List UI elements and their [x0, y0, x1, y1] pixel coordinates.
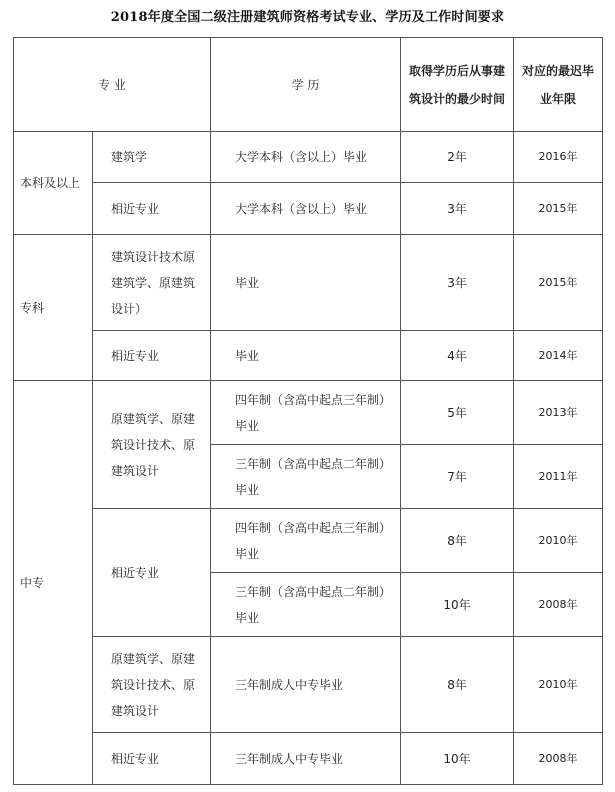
group-cell: 本科及以上 — [14, 132, 93, 235]
group-cell: 专科 — [14, 235, 93, 381]
header-education: 学 历 — [211, 38, 401, 132]
table-row — [14, 381, 603, 445]
major-cell: 建筑学 — [93, 132, 211, 183]
time-cell: 7年 — [401, 445, 514, 509]
table-row — [14, 637, 603, 733]
table-header-row — [14, 38, 603, 132]
education-cell: 毕业 — [211, 331, 401, 381]
year-cell: 2014年 — [514, 331, 603, 381]
table-row — [14, 509, 603, 573]
major-cell: 相近专业 — [93, 509, 211, 637]
year-cell: 2015年 — [514, 183, 603, 235]
table-row — [14, 331, 603, 381]
time-cell: 10年 — [401, 573, 514, 637]
education-cell: 三年制成人中专毕业 — [211, 733, 401, 785]
year-cell: 2010年 — [514, 509, 603, 573]
time-cell: 4年 — [401, 331, 514, 381]
education-cell: 三年制（含高中起点二年制）毕业 — [211, 445, 401, 509]
time-cell: 5年 — [401, 381, 514, 445]
group-cell: 中专 — [14, 381, 93, 785]
education-cell: 三年制（含高中起点二年制）毕业 — [211, 573, 401, 637]
time-cell: 3年 — [401, 235, 514, 331]
header-min-time: 取得学历后从事建筑设计的最少时间 — [401, 38, 514, 132]
table-row — [14, 235, 603, 331]
year-cell: 2013年 — [514, 381, 603, 445]
time-cell: 3年 — [401, 183, 514, 235]
page-title: 2018年度全国二级注册建筑师资格考试专业、学历及工作时间要求 — [110, 10, 505, 25]
year-cell: 2010年 — [514, 637, 603, 733]
education-cell: 四年制（含高中起点三年制）毕业 — [211, 509, 401, 573]
major-cell: 相近专业 — [93, 331, 211, 381]
time-cell: 8年 — [401, 637, 514, 733]
major-cell: 建筑设计技术原建筑学、原建筑设计） — [93, 235, 211, 331]
time-cell: 8年 — [401, 509, 514, 573]
requirements-table — [13, 37, 603, 785]
table-row — [14, 183, 603, 235]
table-row — [14, 132, 603, 183]
education-cell: 四年制（含高中起点三年制）毕业 — [211, 381, 401, 445]
major-cell: 相近专业 — [93, 733, 211, 785]
year-cell: 2008年 — [514, 733, 603, 785]
education-cell: 三年制成人中专毕业 — [211, 637, 401, 733]
major-cell: 原建筑学、原建筑设计技术、原建筑设计 — [93, 637, 211, 733]
education-cell: 毕业 — [211, 235, 401, 331]
education-cell: 大学本科（含以上）毕业 — [211, 183, 401, 235]
time-cell: 2年 — [401, 132, 514, 183]
header-latest-year: 对应的最迟毕业年限 — [514, 38, 603, 132]
major-cell: 相近专业 — [93, 183, 211, 235]
table-row — [14, 733, 603, 785]
header-major: 专 业 — [14, 38, 211, 132]
year-cell: 2008年 — [514, 573, 603, 637]
year-cell: 2011年 — [514, 445, 603, 509]
year-cell: 2016年 — [514, 132, 603, 183]
time-cell: 10年 — [401, 733, 514, 785]
year-cell: 2015年 — [514, 235, 603, 331]
major-cell: 原建筑学、原建筑设计技术、原建筑设计 — [93, 381, 211, 509]
education-cell: 大学本科（含以上）毕业 — [211, 132, 401, 183]
